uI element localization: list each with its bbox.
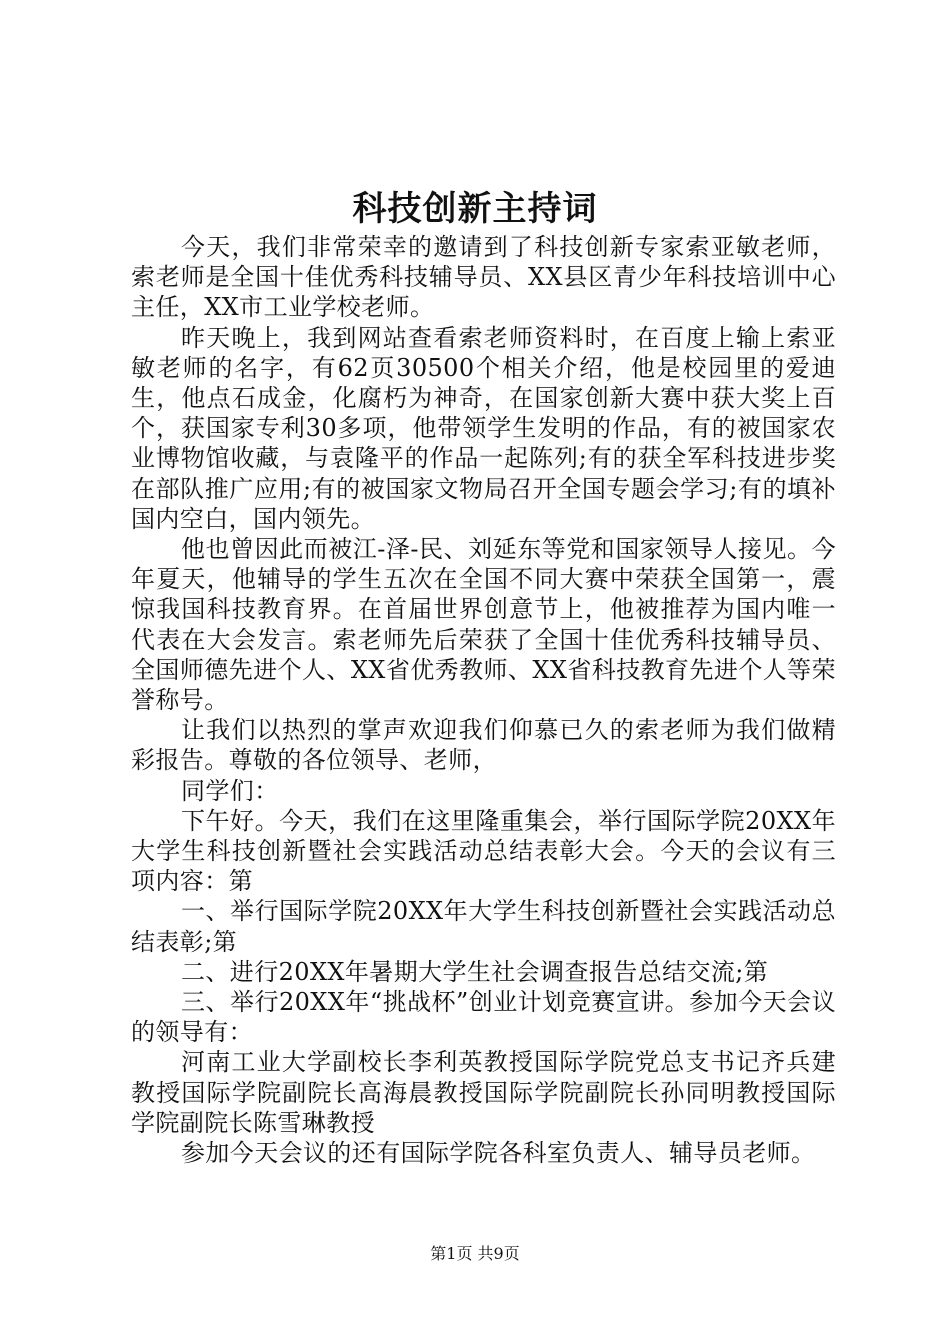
paragraph: 今天，我们非常荣幸的邀请到了科技创新专家索亚敏老师，索老师是全国十佳优秀科技辅导员、XX县区青少年科技培训中心主任，XX市工业学校老师。: [131, 233, 836, 322]
document-title: 科技创新主持词: [352, 189, 598, 229]
paragraph: 一、举行国际学院20XX年大学生科技创新暨社会实践活动总结表彰;第: [131, 897, 836, 956]
paragraph: 参加今天会议的还有国际学院各科室负责人、辅导员老师。: [181, 1139, 816, 1168]
paragraph: 河南工业大学副校长李利英教授国际学院党总支书记齐兵建教授国际学院副院长高海晨教授国际学院副院长孙同明教授国际学院副院长陈雪琳教授: [131, 1048, 836, 1137]
paragraph: 下午好。今天，我们在这里隆重集会，举行国际学院20XX年大学生科技创新暨社会实践活动总结表彰大会。今天的会议有三项内容：第: [131, 806, 836, 896]
paragraph: 他也曾因此而被江-泽-民、刘延东等党和国家领导人接见。今年夏天，他辅导的学生五次在全国不同大赛中荣获全国第一，震惊我国科技教育界。在首届世界创意节上，他被推荐为国内唯一代表在大会发言。索老师先后荣获了全国十佳优秀科技辅导员、全国师德先进个人、XX省优秀教师、XX省科技教育先进个人等荣誉称号。: [131, 535, 836, 715]
paragraph: 让我们以热烈的掌声欢迎我们仰慕已久的索老师为我们做精彩报告。尊敬的各位领导、老师，: [131, 716, 836, 775]
paragraph: 昨天晚上，我到网站查看索老师资料时，在百度上输上索亚敏老师的名字，有62页30500个相关介绍，他是校园里的爱迪生，他点石成金，化腐朽为神奇，在国家创新大赛中获大奖上百个，获国家专利30多项，他带领学生发明的作品，有的被国家农业博物馆收藏，与袁隆平的作品一起陈列;有的获全军科技进步奖在部队推广应用;有的被国家文物局召开全国专题会学习;有的填补国内空白，国内领先。: [131, 323, 836, 533]
paragraph: 三、举行20XX年“挑战杯”创业计划竞赛宣讲。参加今天会议的领导有：: [131, 988, 836, 1047]
paragraph: 二、进行20XX年暑期大学生社会调查报告总结交流;第: [181, 957, 769, 986]
page-footer: 第1页 共9页: [430, 1244, 520, 1263]
paragraph: 同学们：: [181, 776, 279, 805]
document-body: [131, 232, 836, 1168]
